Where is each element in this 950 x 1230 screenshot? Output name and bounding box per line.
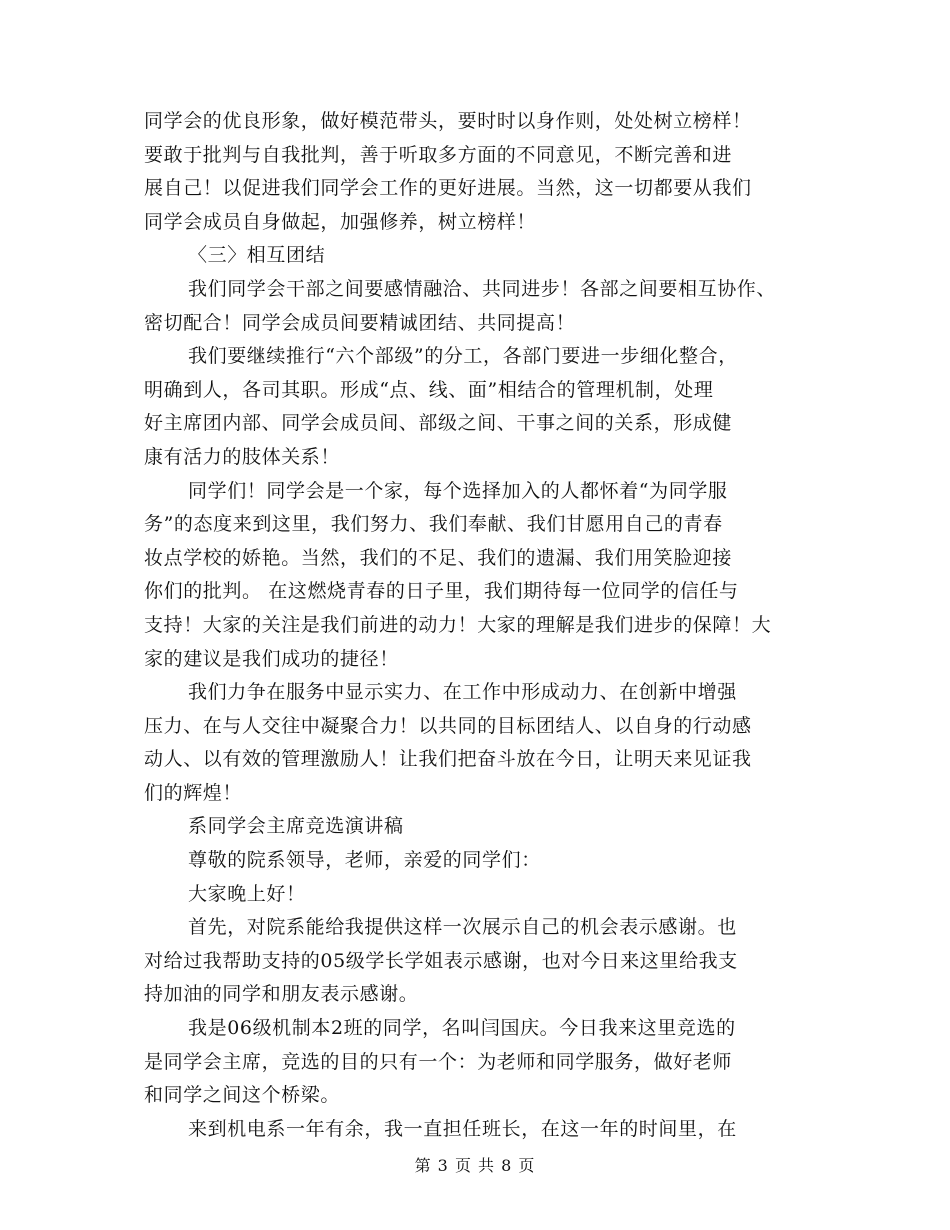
text-line: 展自己！以促进我们同学会工作的更好进展。当然，这一切都要从我们: [144, 177, 752, 200]
text-line: 们的辉煌！: [144, 781, 243, 804]
text-line: 密切配合！同学会成员间要精诚团结、共同提高！: [144, 311, 576, 334]
text-line: 动人、以有效的管理激励人！让我们把奋斗放在今日，让明天来见证我: [144, 748, 752, 771]
section-heading: 〈三〉相互团结: [188, 244, 326, 267]
text-line: 要敢于批判与自我批判，善于听取多方面的不同意见，不断完善和进: [144, 143, 733, 166]
text-line: 你们的批判。 在这燃烧青春的日子里，我们期待每一位同学的信任与: [144, 580, 739, 603]
document-body: [144, 105, 834, 1146]
text-line: 务”的态度来到这里，我们努力、我们奉献、我们甘愿用自己的青春: [144, 513, 723, 536]
text-line: 妆点学校的娇艳。当然，我们的不足、我们的遗漏、我们用笑脸迎接: [144, 546, 733, 569]
text-line: 持加油的同学和朋友表示感谢。: [144, 983, 419, 1006]
text-line: 支持！大家的关注是我们前进的动力！大家的理解是我们进步的保障！大: [144, 613, 772, 636]
text-line: 和同学之间这个桥梁。: [144, 1084, 341, 1107]
text-line: 首先，对院系能给我提供这样一次展示自己的机会表示感谢。也: [188, 916, 737, 939]
text-line: 康有活力的肢体关系！: [144, 445, 341, 468]
text-line: 来到机电系一年有余，我一直担任班长，在这一年的时间里，在: [188, 1117, 737, 1140]
text-line: 对给过我帮助支持的05级学长学姐表示感谢，也对今日来这里给我支: [144, 949, 738, 972]
salutation: 尊敬的院系领导，老师，亲爱的同学们：: [188, 849, 541, 872]
speech-title: 系同学会主席竞选演讲稿: [188, 815, 404, 838]
page-footer: 第 3 页 共 8 页: [414, 1156, 536, 1175]
text-line: 我们要继续推行“六个部级”的分工，各部门要进一步细化整合，: [188, 345, 738, 368]
text-line: 好主席团内部、同学会成员间、部级之间、干事之间的关系，形成健: [144, 412, 733, 435]
text-line: 同学们！同学会是一个家，每个选择加入的人都怀着“为同学服: [188, 479, 728, 502]
text-line: 同学会成员自身做起，加强修养，树立榜样！: [144, 210, 537, 233]
text-line: 我们同学会干部之间要感情融洽、共同进步！各部之间要相互协作、: [188, 277, 777, 300]
text-line: 明确到人，各司其职。形成“点、线、面”相结合的管理机制，处理: [144, 378, 714, 401]
text-line: 家的建议是我们成功的捷径！: [144, 647, 399, 670]
text-line: 我是06级机制本2班的同学，名叫闫国庆。今日我来这里竞选的: [188, 1017, 736, 1040]
greeting: 大家晚上好！: [188, 882, 306, 905]
text-line: 同学会的优良形象，做好模范带头，要时时以身作则，处处树立榜样！: [144, 110, 752, 132]
text-line: 我们力争在服务中显示实力、在工作中形成动力、在创新中增强: [188, 681, 737, 704]
text-line: 是同学会主席，竞选的目的只有一个：为老师和同学服务，做好老师: [144, 1050, 733, 1073]
text-line: 压力、在与人交往中凝聚合力！以共同的目标团结人、以自身的行动感: [144, 714, 752, 737]
